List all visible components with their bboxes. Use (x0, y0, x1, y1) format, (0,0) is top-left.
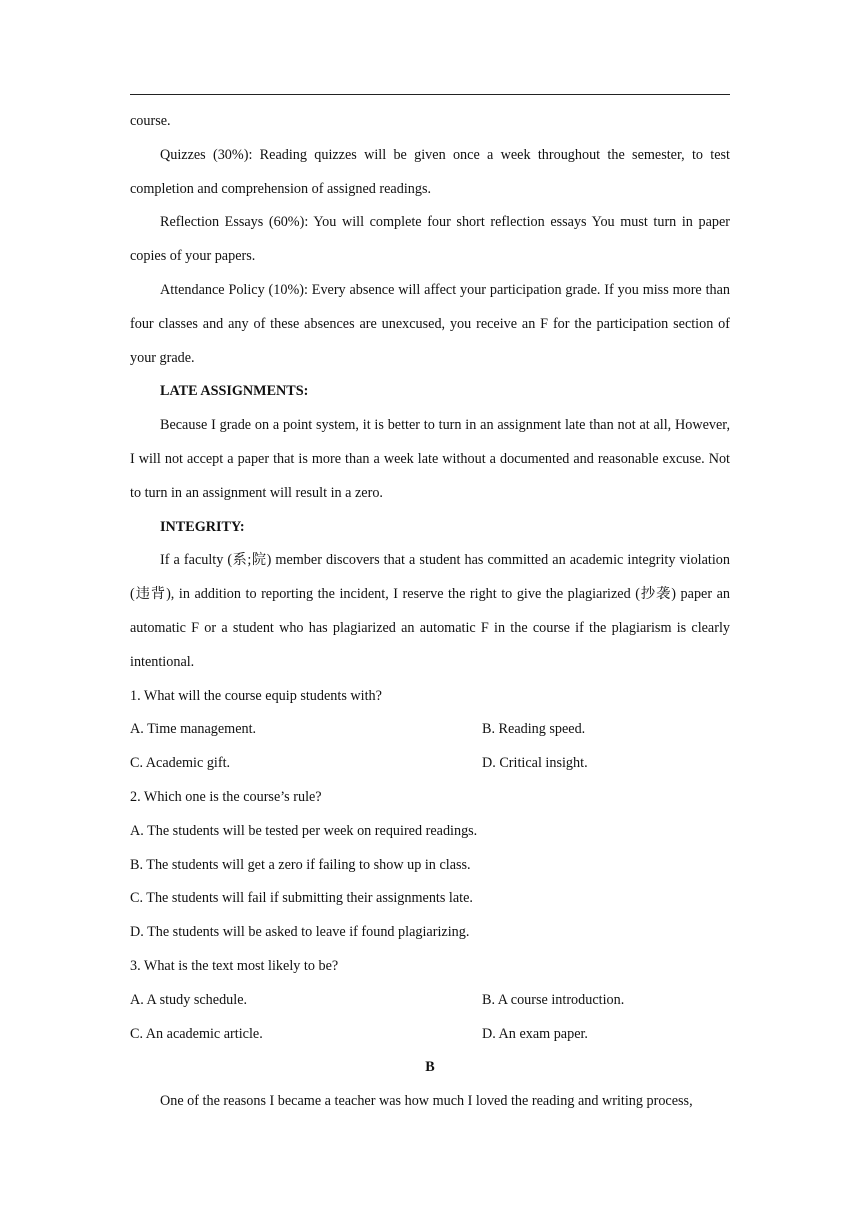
question-3-option-b: B. A course introduction. (482, 991, 625, 1008)
question-1-options-row-1 (130, 713, 730, 747)
question-1-option-d: D. Critical insight. (482, 755, 588, 772)
question-3-options-row-1 (130, 984, 730, 1018)
section-b-paragraph: One of the reasons I became a teacher was how much I loved the reading and writing process, (160, 1093, 693, 1110)
question-3-option-a: A. A study schedule. (130, 991, 248, 1008)
paragraph-course-end: course. (130, 113, 171, 129)
question-1-stem: 1. What will the course equip students with? (130, 687, 382, 704)
question-1-option-c: C. Academic gift. (130, 755, 231, 772)
section-b-heading: B (425, 1059, 435, 1076)
question-2-option-c: C. The students will fail if submitting their assignments late. (130, 890, 473, 907)
question-3-stem: 3. What is the text most likely to be? (130, 957, 339, 974)
question-2-option-d: D. The students will be asked to leave if found plagiarizing. (130, 924, 470, 941)
document-body (130, 105, 730, 1119)
question-3-option-c: C. An academic article. (130, 1025, 263, 1042)
heading-late-assignments: LATE ASSIGNMENTS: (160, 383, 309, 400)
paragraph-late: Because I grade on a point system, it is better to turn in an assignment late than not at all, However, I will not accept a paper that is more than a week late without a documented and reasonable excuse. Not to turn in an assignment will result in a zero. (130, 417, 730, 501)
heading-integrity: INTEGRITY: (160, 518, 245, 535)
question-1-options-row-2 (130, 747, 730, 781)
paragraph-reflection: Reflection Essays (60%): You will complete four short reflection essays You must turn in paper copies of your papers. (130, 214, 730, 265)
question-1-option-a: A. Time management. (130, 721, 257, 738)
question-2-stem: 2. Which one is the course’s rule? (130, 788, 322, 805)
question-1-option-b: B. Reading speed. (482, 721, 586, 738)
question-2-option-b: B. The students will get a zero if failing to show up in class. (130, 856, 471, 873)
paragraph-integrity: If a faculty (系;院) member discovers that a student has committed an academic integrity violation (违背), in addition to reporting the incident, I reserve the right to give the plagiarized (抄袭) paper an automatic F or a student who has plagiarized an automatic F in the course if the plagiarism is clearly intentional. (130, 552, 730, 670)
paragraph-attendance: Attendance Policy (10%): Every absence will affect your participation grade. If you miss more than four classes and any of these absences are unexcused, you receive an F for the participation section of your grade. (130, 281, 730, 366)
question-3-option-d: D. An exam paper. (482, 1025, 588, 1042)
question-2-option-a: A. The students will be tested per week on required readings. (130, 822, 478, 839)
header-rule (130, 94, 730, 95)
paragraph-quizzes: Quizzes (30%): Reading quizzes will be given once a week throughout the semester, to test completion and comprehension of assigned readings. (130, 146, 730, 197)
question-3-options-row-2 (130, 1018, 730, 1052)
